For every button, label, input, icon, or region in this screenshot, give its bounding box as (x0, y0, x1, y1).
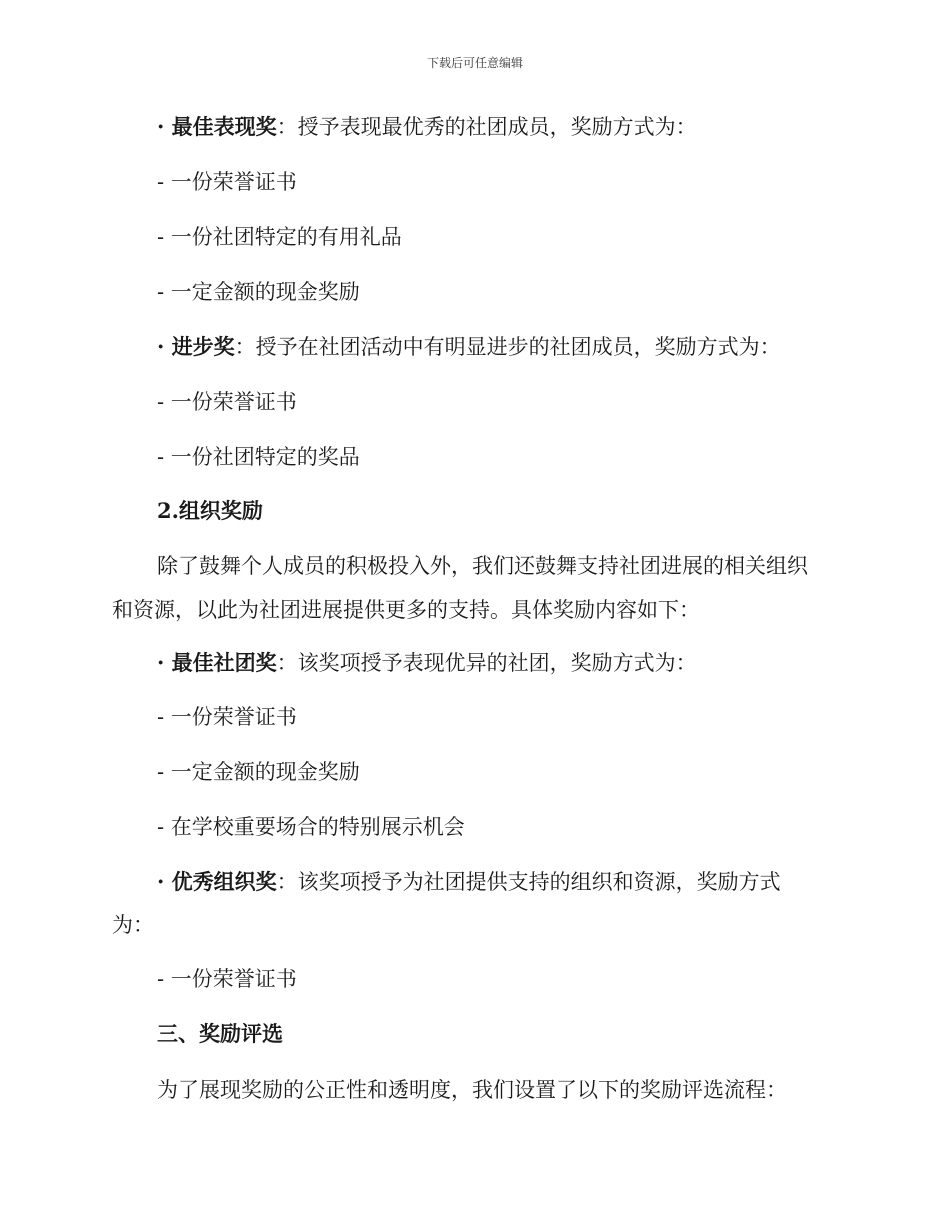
award-description: ：授予表现最优秀的社团成员，奖励方式为： (276, 115, 697, 139)
award-description: ：该奖项授予为社团提供支持的组织和资源，奖励方式 (276, 870, 781, 894)
award-title: · 最佳社团奖 (157, 650, 277, 675)
list-item: - 一份荣誉证书 (157, 170, 297, 194)
list-item: - 一定金额的现金奖励 (157, 280, 360, 304)
list-item: - 在学校重要场合的特别展示机会 (157, 815, 465, 839)
award-description: ：授予在社团活动中有明显进步的社团成员，奖励方式为： (234, 335, 781, 359)
list-item: - 一份荣誉证书 (157, 390, 297, 414)
award-title: · 优秀组织奖 (157, 869, 277, 894)
section-heading: 三、奖励评选 (157, 1021, 283, 1046)
award-title: · 最佳表现奖 (157, 114, 277, 139)
list-item: - 一份荣誉证书 (157, 705, 297, 729)
award-title: · 进步奖 (157, 334, 235, 359)
list-item: - 一份社团特定的有用礼品 (157, 225, 402, 249)
list-item: - 一定金额的现金奖励 (157, 760, 360, 784)
section-heading: 2.组织奖励 (157, 498, 263, 523)
list-item: - 一份荣誉证书 (157, 967, 297, 991)
paragraph-line: 除了鼓舞个人成员的积极投入外，我们还鼓舞支持社团进展的相关组织 (157, 554, 808, 578)
page-header: 下载后可任意编辑 (426, 56, 523, 70)
award-progress (157, 333, 781, 361)
award-best-club (157, 649, 697, 677)
paragraph-line: 为了展现奖励的公正性和透明度，我们设置了以下的奖励评选流程： (157, 1078, 787, 1102)
paragraph-line: 为： (112, 913, 154, 937)
paragraph-line: 和资源，以此为社团进展提供更多的支持。具体奖励内容如下： (112, 598, 700, 622)
list-item: - 一份社团特定的奖品 (157, 445, 360, 469)
award-description: ：该奖项授予表现优异的社团，奖励方式为： (276, 651, 697, 675)
award-excellent-organization (157, 868, 781, 896)
award-best-performance (157, 113, 697, 141)
